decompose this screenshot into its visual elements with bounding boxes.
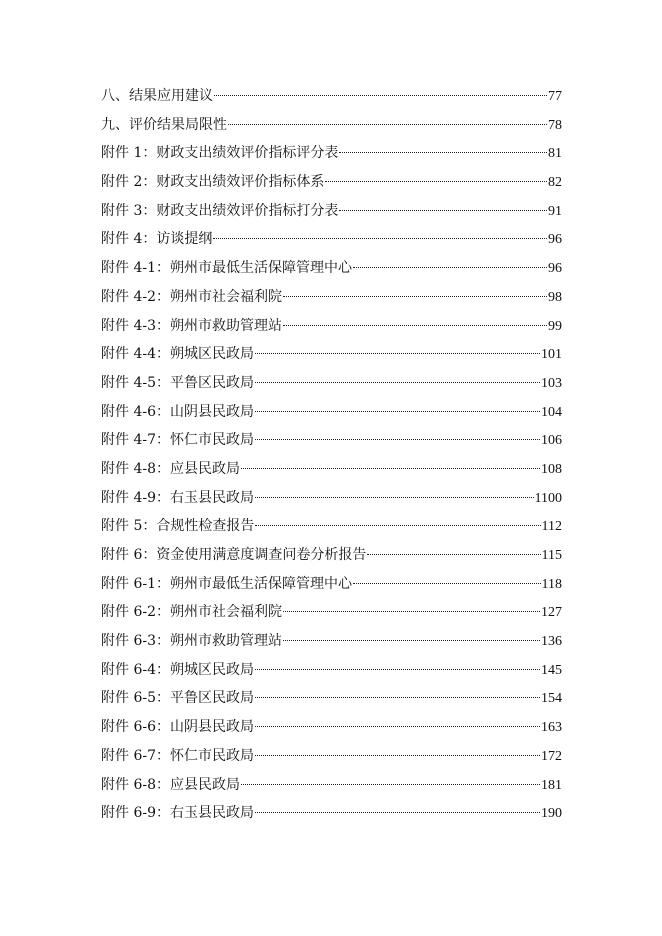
toc-entry-page: 96	[548, 232, 562, 248]
toc-entry-page: 136	[541, 634, 562, 650]
toc-entry-title: 附件 6-4：朔城区民政局	[101, 661, 254, 678]
toc-entry-title: 附件 4-7：怀仁市民政局	[101, 432, 254, 449]
toc-entry-page: 112	[541, 519, 562, 535]
toc-entry-page: 99	[548, 318, 562, 334]
toc-entry[interactable]	[101, 631, 562, 660]
toc-dot-leader	[228, 124, 547, 125]
table-of-contents	[101, 86, 562, 832]
toc-entry-title: 附件 4-9：右玉县民政局	[101, 489, 254, 506]
toc-dot-leader	[255, 697, 540, 698]
toc-dot-leader	[255, 382, 540, 383]
toc-dot-leader	[255, 726, 540, 727]
toc-entry-page: 145	[541, 662, 562, 678]
toc-entry[interactable]	[101, 488, 562, 517]
toc-entry[interactable]	[101, 258, 562, 287]
toc-entry[interactable]	[101, 717, 562, 746]
toc-entry-title: 附件 6-6：山阴县民政局	[101, 719, 254, 736]
toc-entry[interactable]	[101, 402, 562, 431]
toc-entry[interactable]	[101, 516, 562, 545]
toc-entry-page: 104	[541, 404, 562, 420]
toc-entry-page: 118	[541, 576, 562, 592]
toc-entry-page: 181	[541, 777, 562, 793]
toc-entry[interactable]	[101, 775, 562, 804]
toc-entry-title: 附件 6-7：怀仁市民政局	[101, 747, 254, 764]
toc-dot-leader	[255, 439, 540, 440]
toc-entry-page: 108	[541, 461, 562, 477]
toc-entry-page: 106	[541, 433, 562, 449]
toc-entry-page: 154	[541, 691, 562, 707]
toc-entry-page: 96	[548, 261, 562, 277]
toc-entry[interactable]	[101, 746, 562, 775]
toc-entry-title: 附件 4-4：朔城区民政局	[101, 346, 254, 363]
toc-entry-title: 附件 4-3：朔州市救助管理站	[101, 317, 282, 334]
toc-dot-leader	[367, 554, 540, 555]
toc-entry-title: 附件 6-9：右玉县民政局	[101, 805, 254, 822]
toc-entry[interactable]	[101, 287, 562, 316]
toc-entry-title: 附件 6-3：朔州市救助管理站	[101, 633, 282, 650]
toc-entry-page: 98	[548, 289, 562, 305]
toc-dot-leader	[214, 95, 547, 96]
toc-entry-title: 附件 6：资金使用满意度调查问卷分析报告	[101, 547, 367, 563]
toc-entry-title: 附件 4：访谈提纲	[101, 231, 213, 248]
toc-entry[interactable]	[101, 316, 562, 345]
toc-dot-leader	[255, 755, 540, 756]
toc-dot-leader	[283, 325, 547, 326]
toc-entry-page: 172	[541, 748, 562, 764]
toc-entry[interactable]	[101, 459, 562, 488]
toc-entry[interactable]	[101, 660, 562, 689]
toc-entry-page: 115	[541, 548, 562, 563]
toc-entry-title: 附件 4-6：山阴县民政局	[101, 403, 254, 420]
toc-dot-leader	[213, 238, 547, 239]
toc-dot-leader	[325, 181, 547, 182]
toc-entry-title: 附件 2：财政支出绩效评价指标体系	[101, 174, 325, 191]
toc-entry[interactable]	[101, 86, 562, 115]
toc-entry[interactable]	[101, 688, 562, 717]
toc-entry-title: 附件 6-2：朔州市社会福利院	[101, 604, 282, 621]
toc-entry[interactable]	[101, 373, 562, 402]
toc-entry-page: 190	[541, 806, 562, 822]
toc-entry[interactable]	[101, 545, 562, 574]
toc-entry[interactable]	[101, 201, 562, 230]
toc-dot-leader	[339, 210, 547, 211]
toc-entry-page: 127	[541, 605, 562, 621]
toc-entry-page: 77	[548, 89, 562, 104]
toc-entry-title: 附件 3：财政支出绩效评价指标打分表	[101, 202, 339, 219]
toc-dot-leader	[255, 497, 534, 498]
toc-entry[interactable]	[101, 803, 562, 832]
toc-entry-page: 1100	[534, 490, 562, 506]
toc-entry[interactable]	[101, 602, 562, 631]
toc-entry-page: 78	[548, 117, 562, 133]
toc-entry-page: 103	[541, 375, 562, 391]
toc-entry-title: 附件 6-1：朔州市最低生活保障管理中心	[101, 575, 352, 592]
toc-entry-title: 附件 4-8：应县民政局	[101, 460, 240, 477]
toc-dot-leader	[255, 812, 540, 813]
toc-entry-page: 91	[548, 203, 562, 219]
toc-entry-page: 81	[548, 146, 562, 162]
toc-dot-leader	[353, 583, 541, 584]
toc-entry-title: 附件 4-1：朔州市最低生活保障管理中心	[101, 260, 352, 277]
toc-entry-title: 附件 6-5：平鲁区民政局	[101, 690, 254, 707]
toc-entry-page: 101	[541, 347, 562, 363]
toc-dot-leader	[255, 525, 540, 526]
toc-entry-page: 82	[548, 175, 562, 191]
toc-entry-title: 附件 6-8：应县民政局	[101, 776, 240, 793]
toc-entry-title: 附件 5：合规性检查报告	[101, 518, 255, 535]
toc-dot-leader	[241, 784, 540, 785]
toc-entry-title: 附件 1：财政支出绩效评价指标评分表	[101, 145, 339, 162]
toc-entry[interactable]	[101, 229, 562, 258]
toc-entry[interactable]	[101, 115, 562, 144]
toc-dot-leader	[283, 611, 540, 612]
toc-entry-title: 八、结果应用建议	[101, 88, 213, 104]
toc-dot-leader	[339, 152, 547, 153]
toc-entry-title: 附件 4-5：平鲁区民政局	[101, 374, 254, 391]
toc-entry-page: 163	[541, 720, 562, 736]
toc-entry-title: 九、评价结果局限性	[101, 116, 227, 133]
toc-entry[interactable]	[101, 430, 562, 459]
toc-entry[interactable]	[101, 344, 562, 373]
toc-entry[interactable]	[101, 143, 562, 172]
toc-dot-leader	[255, 353, 540, 354]
toc-entry-title: 附件 4-2：朔州市社会福利院	[101, 288, 282, 305]
toc-dot-leader	[283, 296, 547, 297]
toc-entry[interactable]	[101, 574, 562, 603]
toc-dot-leader	[255, 411, 540, 412]
toc-dot-leader	[255, 669, 540, 670]
toc-dot-leader	[283, 640, 540, 641]
toc-dot-leader	[353, 267, 547, 268]
toc-entry[interactable]	[101, 172, 562, 201]
toc-dot-leader	[241, 468, 540, 469]
